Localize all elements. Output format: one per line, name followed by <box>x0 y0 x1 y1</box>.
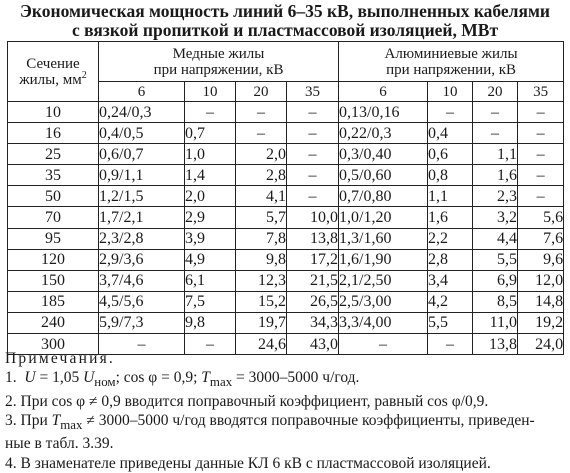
aluminum-value-cell: – <box>473 123 518 144</box>
table-row <box>8 291 564 312</box>
aluminum-value-cell: 0,22/0,3 <box>339 123 428 144</box>
aluminum-value-cell: 1,6 <box>473 165 518 186</box>
table-row <box>8 270 564 291</box>
aluminum-value-cell: 3,4 <box>428 270 473 291</box>
aluminum-value-cell: 19,2 <box>518 312 564 333</box>
copper-value-cell: – <box>287 144 339 165</box>
note-3: 3. При $T_{max} \ne 3000-5000$ ч/год вводятся поправочные коэффициенты, приведен- <box>5 411 535 433</box>
aluminum-value-cell: 0,6 <box>428 144 473 165</box>
table-title <box>0 2 570 40</box>
table-row <box>8 207 564 228</box>
aluminum-value-cell: 4,2 <box>428 291 473 312</box>
copper-value-cell: – <box>236 102 287 123</box>
copper-value-cell: 9,8 <box>236 249 287 270</box>
aluminum-value-cell: 11,0 <box>473 312 518 333</box>
table-row <box>8 123 564 144</box>
voltage-header-cu-20: 20 <box>236 82 287 102</box>
section-cell: 300 <box>8 334 99 355</box>
voltage-header-cu-35: 35 <box>287 82 339 102</box>
copper-header-line-2: при напряжении, кВ <box>153 61 284 78</box>
table-row <box>8 249 564 270</box>
aluminum-value-cell: – <box>518 102 564 123</box>
aluminum-value-cell: 5,5 <box>473 249 518 270</box>
aluminum-value-cell: 3,2 <box>473 207 518 228</box>
copper-value-cell: 19,7 <box>236 312 287 333</box>
copper-value-cell: 3,7/4,6 <box>99 270 185 291</box>
section-cell: 10 <box>8 102 99 123</box>
copper-value-cell: 1,7/2,1 <box>99 207 185 228</box>
title-line-2: с вязкой пропиткой и пластмассовой изоляцией, МВт <box>71 20 499 40</box>
copper-value-cell: – <box>287 102 339 123</box>
aluminum-value-cell: 1,1 <box>428 186 473 207</box>
aluminum-value-cell: 0,8 <box>428 165 473 186</box>
aluminum-value-cell: 5,6 <box>518 207 564 228</box>
aluminum-header-line-2: при напряжении, кВ <box>386 61 517 78</box>
voltage-header-al-20: 20 <box>473 82 518 102</box>
copper-value-cell: 6,1 <box>185 270 236 291</box>
copper-value-cell: 1,4 <box>185 165 236 186</box>
aluminum-value-cell: – <box>518 186 564 207</box>
copper-value-cell: 15,2 <box>236 291 287 312</box>
table-row <box>8 312 564 333</box>
voltage-header-al-35: 35 <box>518 82 564 102</box>
copper-value-cell: 43,0 <box>287 334 339 355</box>
note-1: 1. U = 1,05 $U_{ном}$; cos φ = 0,9; $T_{max} = 3000-5000$ ч/год. <box>5 369 360 390</box>
aluminum-value-cell: 1,1 <box>473 144 518 165</box>
notes-heading: Примечания. <box>5 350 116 367</box>
title-line-1: Экономическая мощность линий 6–35 кВ, выполненных кабелями <box>20 1 550 21</box>
aluminum-value-cell: 1,3/1,60 <box>339 228 428 249</box>
table-row <box>8 165 564 186</box>
copper-value-cell: – <box>99 334 185 355</box>
copper-value-cell: 24,6 <box>236 334 287 355</box>
copper-header <box>99 42 339 82</box>
copper-value-cell: 17,2 <box>287 249 339 270</box>
table-row <box>8 186 564 207</box>
table-row <box>8 144 564 165</box>
aluminum-value-cell: 2,3 <box>473 186 518 207</box>
aluminum-value-cell: 2,1/2,50 <box>339 270 428 291</box>
aluminum-header <box>339 42 564 82</box>
aluminum-value-cell: – <box>518 123 564 144</box>
copper-value-cell: 34,3 <box>287 312 339 333</box>
copper-value-cell: 10,0 <box>287 207 339 228</box>
voltage-header-cu-10: 10 <box>185 82 236 102</box>
aluminum-value-cell: 0,3/0,40 <box>339 144 428 165</box>
copper-value-cell: 26,5 <box>287 291 339 312</box>
copper-value-cell: 7,5 <box>185 291 236 312</box>
aluminum-header-line-1: Алюминиевые жилы <box>384 45 518 62</box>
aluminum-value-cell: 2,2 <box>428 228 473 249</box>
copper-header-line-1: Медные жилы <box>172 45 265 62</box>
aluminum-value-cell: 2,5/3,00 <box>339 291 428 312</box>
section-cell: 240 <box>8 312 99 333</box>
section-header-line-2: жилы, $мм^2$ <box>19 69 87 88</box>
aluminum-value-cell: 8,5 <box>473 291 518 312</box>
aluminum-value-cell: 6,9 <box>473 270 518 291</box>
aluminum-value-cell: – <box>428 334 473 355</box>
copper-value-cell: 2,9/3,6 <box>99 249 185 270</box>
section-header-line-1: Сечение <box>26 55 80 72</box>
aluminum-value-cell: 3,3/4,00 <box>339 312 428 333</box>
section-cell: 150 <box>8 270 99 291</box>
copper-value-cell: 4,5/5,6 <box>99 291 185 312</box>
aluminum-value-cell: 13,8 <box>473 334 518 355</box>
aluminum-value-cell: 5,5 <box>428 312 473 333</box>
copper-value-cell: 12,3 <box>236 270 287 291</box>
table-row <box>8 228 564 249</box>
power-table <box>7 41 564 355</box>
aluminum-value-cell: 24,0 <box>518 334 564 355</box>
voltage-header-cu-6: 6 <box>99 82 185 102</box>
copper-value-cell: 21,5 <box>287 270 339 291</box>
aluminum-value-cell: 4,4 <box>473 228 518 249</box>
aluminum-value-cell: 1,6/1,90 <box>339 249 428 270</box>
copper-value-cell: 1,2/1,5 <box>99 186 185 207</box>
copper-value-cell: 5,9/7,3 <box>99 312 185 333</box>
copper-value-cell: 0,24/0,3 <box>99 102 185 123</box>
copper-value-cell: 1,0 <box>185 144 236 165</box>
aluminum-value-cell: – <box>339 334 428 355</box>
section-cell: 35 <box>8 165 99 186</box>
section-cell: 95 <box>8 228 99 249</box>
aluminum-value-cell: – <box>518 144 564 165</box>
aluminum-value-cell: 12,0 <box>518 270 564 291</box>
section-cell: 16 <box>8 123 99 144</box>
copper-value-cell: – <box>287 123 339 144</box>
copper-value-cell: – <box>185 102 236 123</box>
aluminum-value-cell: – <box>518 165 564 186</box>
copper-value-cell: 2,8 <box>236 165 287 186</box>
aluminum-value-cell: 0,4 <box>428 123 473 144</box>
copper-value-cell: 7,8 <box>236 228 287 249</box>
notes <box>5 349 565 473</box>
copper-value-cell: – <box>185 334 236 355</box>
aluminum-value-cell: 0,5/0,60 <box>339 165 428 186</box>
aluminum-value-cell: 14,8 <box>518 291 564 312</box>
section-cell: 185 <box>8 291 99 312</box>
section-cell: 25 <box>8 144 99 165</box>
copper-value-cell: – <box>236 123 287 144</box>
copper-value-cell: 2,0 <box>185 186 236 207</box>
copper-value-cell: 2,0 <box>236 144 287 165</box>
copper-value-cell: 4,1 <box>236 186 287 207</box>
aluminum-value-cell: 9,6 <box>518 249 564 270</box>
section-cell: 50 <box>8 186 99 207</box>
section-header-sup: 2 <box>81 69 87 81</box>
copper-value-cell: 2,9 <box>185 207 236 228</box>
aluminum-value-cell: – <box>428 102 473 123</box>
aluminum-value-cell: 1,6 <box>428 207 473 228</box>
copper-value-cell: 0,4/0,5 <box>99 123 185 144</box>
aluminum-value-cell: 0,7/0,80 <box>339 186 428 207</box>
table-body <box>8 102 564 355</box>
note-2: 2. При cos φ ≠ 0,9 вводится поправочный коэффициент, равный cos φ/0,9. <box>5 392 489 410</box>
note-3-cont: ные в табл. 3.39. <box>5 435 114 453</box>
section-cell: 120 <box>8 249 99 270</box>
section-header <box>8 42 99 102</box>
aluminum-value-cell: 1,0/1,20 <box>339 207 428 228</box>
copper-value-cell: 9,8 <box>185 312 236 333</box>
copper-value-cell: 4,9 <box>185 249 236 270</box>
section-cell: 70 <box>8 207 99 228</box>
copper-value-cell: 5,7 <box>236 207 287 228</box>
aluminum-value-cell: 0,13/0,16 <box>339 102 428 123</box>
table-row <box>8 102 564 123</box>
copper-value-cell: – <box>287 165 339 186</box>
note-4: 4. В знаменателе приведены данные КЛ 6 кВ с пластмассовой изоляцией. <box>5 454 491 472</box>
copper-value-cell: 0,6/0,7 <box>99 144 185 165</box>
copper-value-cell: 3,9 <box>185 228 236 249</box>
copper-value-cell: 13,8 <box>287 228 339 249</box>
copper-value-cell: 2,3/2,8 <box>99 228 185 249</box>
copper-value-cell: 0,7 <box>185 123 236 144</box>
aluminum-value-cell: 2,8 <box>428 249 473 270</box>
voltage-header-al-10: 10 <box>428 82 473 102</box>
aluminum-value-cell: – <box>473 102 518 123</box>
copper-value-cell: 0,9/1,1 <box>99 165 185 186</box>
aluminum-value-cell: 7,6 <box>518 228 564 249</box>
copper-value-cell: – <box>287 186 339 207</box>
voltage-header-al-6: 6 <box>339 82 428 102</box>
